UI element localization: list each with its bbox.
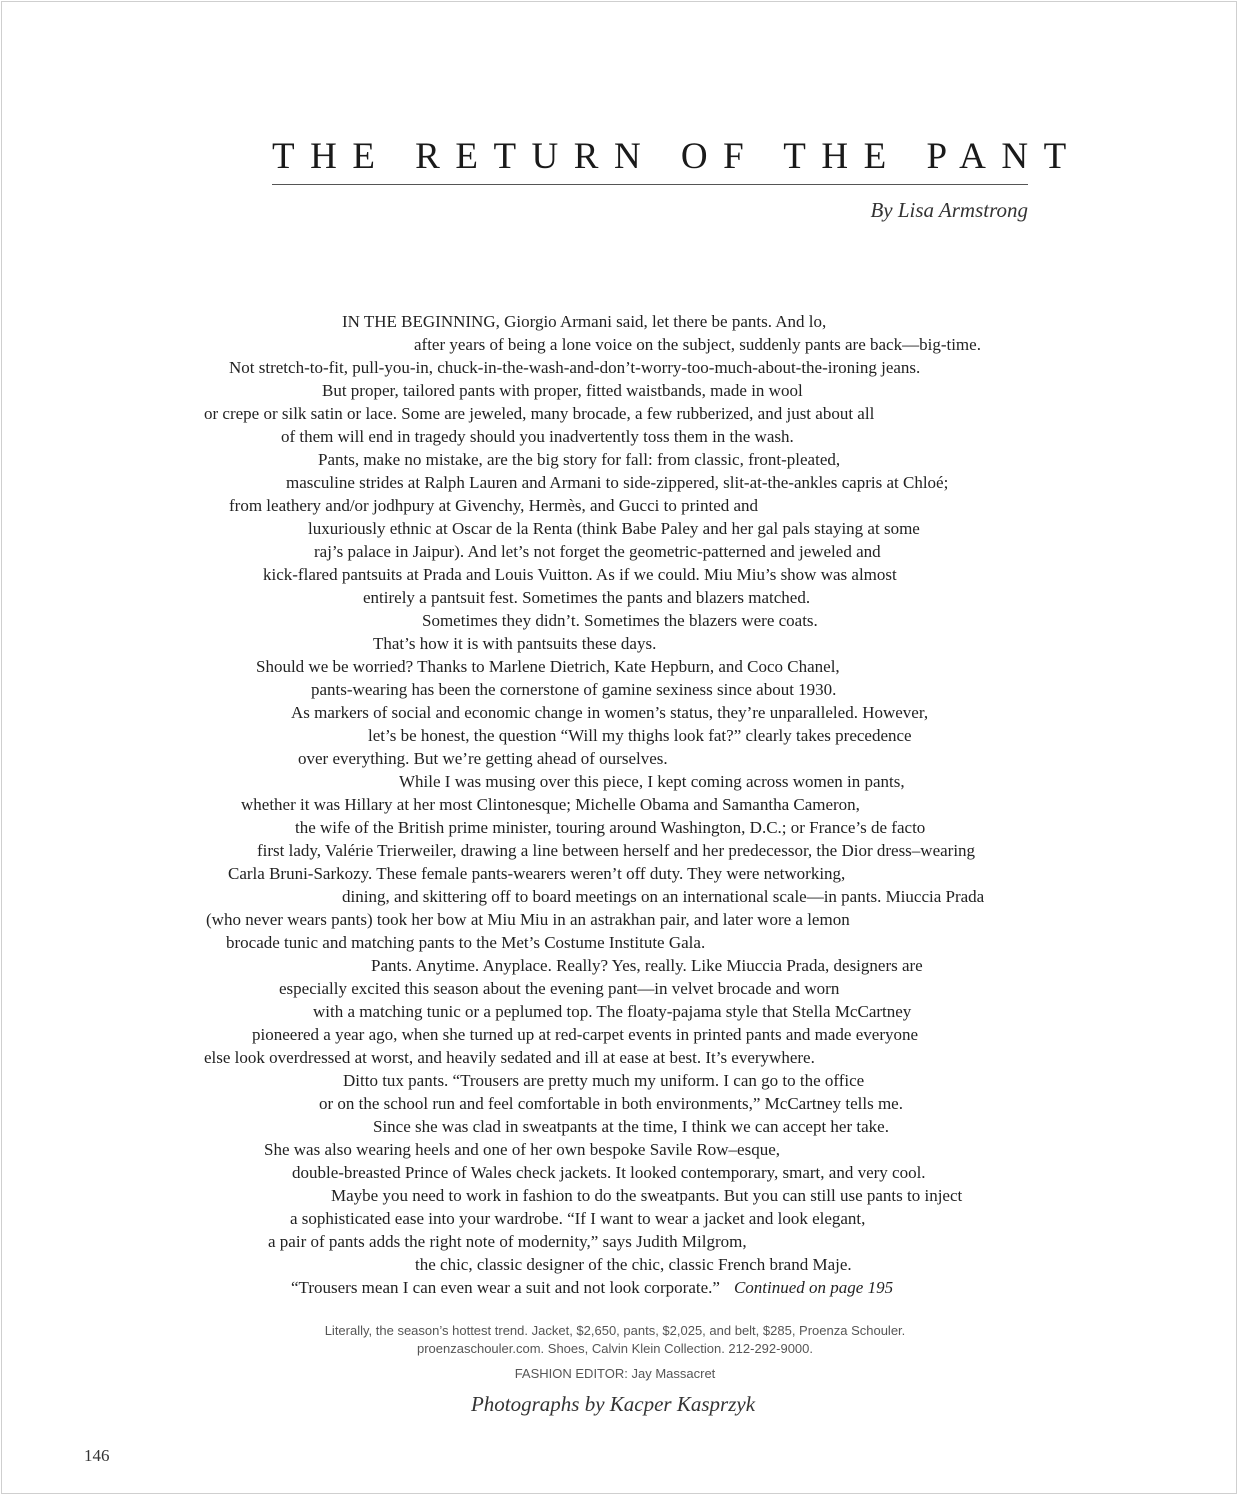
body-line: Pants, make no mistake, are the big story for fall: from classic, front-pleated, bbox=[318, 450, 841, 469]
body-line: over everything. But we’re getting ahead of ourselves. bbox=[298, 749, 668, 768]
byline: By Lisa Armstrong bbox=[870, 198, 1028, 222]
body-line: IN THE BEGINNING, Giorgio Armani said, let there be pants. And lo, bbox=[342, 312, 827, 331]
body-line: else look overdressed at worst, and heavily sedated and ill at ease at best. It’s everywhere. bbox=[204, 1048, 815, 1067]
body-line: kick-flared pantsuits at Prada and Louis Vuitton. As if we could. Miu Miu’s show was almost bbox=[263, 565, 897, 584]
body-line: Not stretch-to-fit, pull-you-in, chuck-in-the-wash-and-don’t-worry-too-much-about-the-ironing jeans. bbox=[229, 358, 921, 377]
body-line-last bbox=[291, 1276, 893, 1299]
photo-credit: Photographs by Kacper Kasprzyk bbox=[470, 1392, 756, 1416]
body-line: pants-wearing has been the cornerstone of gamine sexiness since about 1930. bbox=[311, 680, 837, 699]
body-line: double-breasted Prince of Wales check jackets. It looked contemporary, smart, and very cool. bbox=[292, 1163, 926, 1182]
body-line: let’s be honest, the question “Will my thighs look fat?” clearly takes precedence bbox=[368, 726, 912, 745]
body-line: Pants. Anytime. Anyplace. Really? Yes, really. Like Miuccia Prada, designers are bbox=[371, 956, 923, 975]
body-line: Sometimes they didn’t. Sometimes the blazers were coats. bbox=[422, 611, 818, 630]
body-line: Carla Bruni-Sarkozy. These female pants-wearers weren’t off duty. They were networking, bbox=[228, 864, 846, 883]
body-line: whether it was Hillary at her most Clintonesque; Michelle Obama and Samantha Cameron, bbox=[241, 795, 860, 814]
body-line: As markers of social and economic change in women’s status, they’re unparalleled. However, bbox=[291, 703, 929, 722]
body-line: first lady, Valérie Trierweiler, drawing a line between herself and her predecessor, the Dior dress–wearing bbox=[257, 841, 976, 860]
body-line: Should we be worried? Thanks to Marlene Dietrich, Kate Hepburn, and Coco Chanel, bbox=[256, 657, 840, 676]
body-line: “Trousers mean I can even wear a suit and not look corporate.” bbox=[291, 1278, 720, 1297]
body-line: a sophisticated ease into your wardrobe. “If I want to wear a jacket and look elegant, bbox=[290, 1209, 866, 1228]
page-number: 146 bbox=[84, 1446, 110, 1465]
photo-caption-line-1: Literally, the season’s hottest trend. Jacket, $2,650, pants, $2,025, and belt, $285, Proenza Schouler. bbox=[324, 1323, 906, 1338]
body-line: Ditto tux pants. “Trousers are pretty much my uniform. I can go to the office bbox=[343, 1071, 865, 1090]
body-line: But proper, tailored pants with proper, fitted waistbands, made in wool bbox=[322, 381, 803, 400]
body-line: after years of being a lone voice on the subject, suddenly pants are back—big-time. bbox=[414, 335, 981, 354]
continued-link[interactable]: Continued on page 195 bbox=[733, 1278, 894, 1297]
body-line: or on the school run and feel comfortable in both environments,” McCartney tells me. bbox=[319, 1094, 903, 1113]
title-divider bbox=[272, 184, 1028, 185]
body-line: the chic, classic designer of the chic, classic French brand Maje. bbox=[415, 1255, 852, 1274]
body-line: brocade tunic and matching pants to the Met’s Costume Institute Gala. bbox=[226, 933, 706, 952]
body-line: She was also wearing heels and one of her own bespoke Savile Row–esque, bbox=[264, 1140, 781, 1159]
body-line: a pair of pants adds the right note of modernity,” says Judith Milgrom, bbox=[268, 1232, 747, 1251]
article-title: THE RETURN OF THE PANT bbox=[272, 136, 1082, 177]
body-line: of them will end in tragedy should you inadvertently toss them in the wash. bbox=[281, 427, 794, 446]
body-line: Maybe you need to work in fashion to do the sweatpants. But you can still use pants to inject bbox=[331, 1186, 963, 1205]
body-line: While I was musing over this piece, I kept coming across women in pants, bbox=[399, 772, 905, 791]
body-line: entirely a pantsuit fest. Sometimes the pants and blazers matched. bbox=[363, 588, 811, 607]
body-line: dining, and skittering off to board meetings on an international scale—in pants. Miuccia Prada bbox=[342, 887, 985, 906]
body-line: the wife of the British prime minister, touring around Washington, D.C.; or France’s de facto bbox=[295, 818, 926, 837]
fashion-editor-credit: FASHION EDITOR: Jay Massacret bbox=[514, 1366, 716, 1381]
body-line: luxuriously ethnic at Oscar de la Renta (think Babe Paley and her gal pals staying at some bbox=[308, 519, 920, 538]
body-line: from leathery and/or jodhpury at Givenchy, Hermès, and Gucci to printed and bbox=[229, 496, 759, 515]
body-line: raj’s palace in Jaipur). And let’s not forget the geometric-patterned and jeweled and bbox=[314, 542, 881, 561]
photo-caption-line-2: proenzaschouler.com. Shoes, Calvin Klein Collection. 212-292-9000. bbox=[416, 1341, 813, 1356]
body-line: with a matching tunic or a peplumed top. The floaty-pajama style that Stella McCartney bbox=[313, 1002, 912, 1021]
body-line: masculine strides at Ralph Lauren and Armani to side-zippered, slit-at-the-ankles capris at Chloé; bbox=[286, 473, 949, 492]
body-line: (who never wears pants) took her bow at Miu Miu in an astrakhan pair, and later wore a lemon bbox=[206, 910, 850, 929]
body-line: or crepe or silk satin or lace. Some are jeweled, many brocade, a few rubberized, and just about all bbox=[204, 404, 875, 423]
body-line: especially excited this season about the evening pant—in velvet brocade and worn bbox=[279, 979, 840, 998]
body-line: Since she was clad in sweatpants at the time, I think we can accept her take. bbox=[373, 1117, 889, 1136]
body-line: pioneered a year ago, when she turned up at red-carpet events in printed pants and made everyone bbox=[252, 1025, 919, 1044]
body-line: That’s how it is with pantsuits these days. bbox=[373, 634, 657, 653]
